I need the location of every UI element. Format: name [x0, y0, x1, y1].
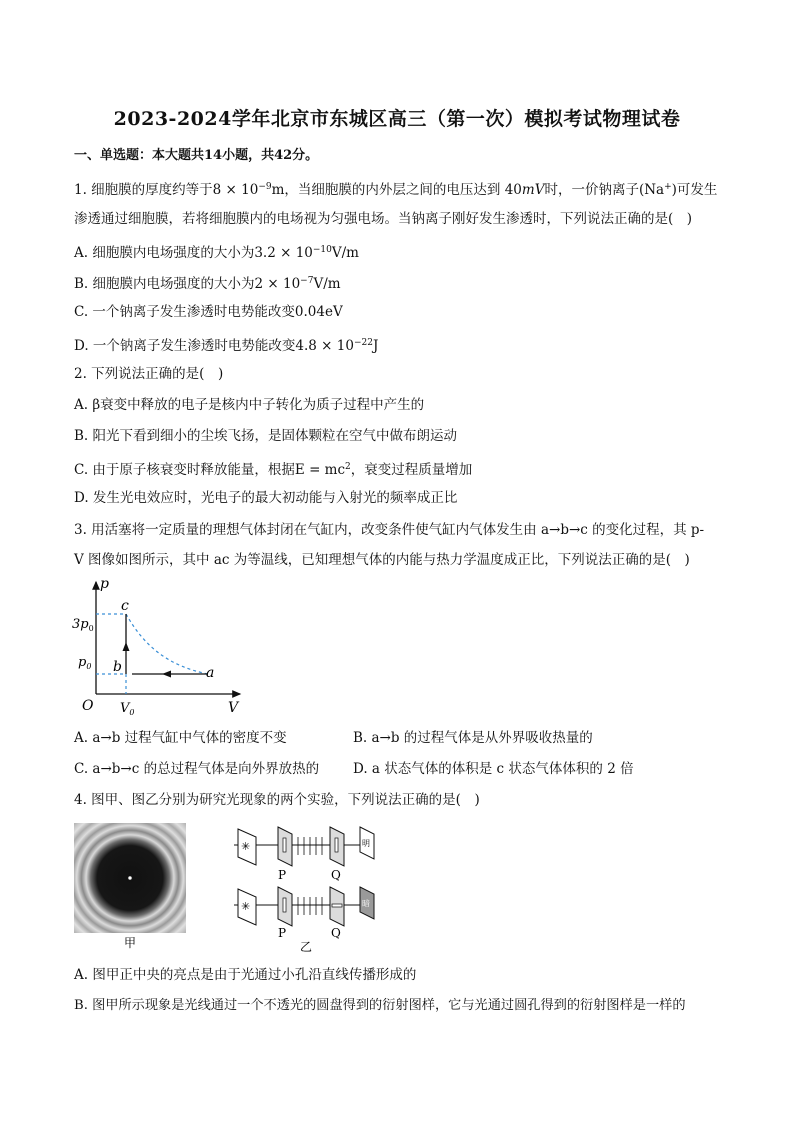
origin-label: O — [82, 698, 94, 714]
q1-option-a: A. 细胞膜内电场强度的大小为$3.2 \times 10^{-10}V/m$ — [74, 245, 359, 261]
axis-label-p: p — [100, 576, 109, 592]
q2-option-c: C. 由于原子核衰变时释放能量，根据$E = mc^2$，衰变过程质量增加 — [74, 462, 473, 478]
q3-option-a: A. a→b 过程气缸中气体的密度不变 — [74, 730, 287, 746]
point-label-a: a — [206, 665, 215, 681]
arrow-b-c — [123, 642, 130, 651]
svg-text:✳: ✳ — [241, 900, 251, 913]
pv-graph — [70, 574, 260, 720]
point-label-c: c — [121, 598, 129, 614]
q3-option-b: B. a→b 的过程气体是从外界吸收热量的 — [353, 730, 593, 746]
fig-label-yi: 乙 — [300, 940, 313, 953]
source-star-icon: ✳ — [241, 840, 251, 853]
q2-stem: 2. 下列说法正确的是( ) — [74, 366, 224, 382]
label-q-bottom: Q — [331, 926, 341, 940]
q4-option-a: A. 图甲正中央的亮点是由于光通过小孔沿直线传播形成的 — [74, 967, 417, 983]
q2-option-a: A. β衰变中释放的电子是核内中子转化为质子过程中产生的 — [74, 397, 425, 413]
axis-label-v: V — [228, 700, 239, 716]
diffraction-figure-jia — [74, 823, 188, 951]
section-heading: 一、单选题：本大题共14小题，共42分。 — [74, 148, 319, 163]
arrow-a-b — [162, 671, 171, 678]
setup-row-dark — [234, 887, 374, 940]
center-bright-spot — [128, 876, 131, 879]
q3-option-d: D. a 状态气体的体积是 c 状态气体体积的 2 倍 — [353, 761, 634, 777]
q3-stem-line2: V 图像如图所示，其中 ac 为等温线，已知理想气体的内能与热力学温度成正比，下列说法正确的是( ) — [74, 552, 690, 568]
tick-label-v0: $V_0$ — [120, 701, 135, 717]
screen-dark-label: 暗 — [362, 899, 370, 908]
point-label-b: b — [113, 659, 122, 675]
q4-option-b: B. 图甲所示现象是光线通过一个不透光的圆盘得到的衍射图样，它与光通过圆孔得到的衍射图样是一样的 — [74, 998, 686, 1013]
q3-option-c: C. a→b→c 的总过程气体是向外界放热的 — [74, 761, 320, 777]
isotherm-curve — [126, 614, 208, 674]
setup-row-bright — [234, 827, 374, 882]
screen-bright-label: 明 — [362, 839, 370, 848]
q1-stem-line2: 渗透通过细胞膜，若将细胞膜内的电场视为匀强电场。当钠离子刚好发生渗透时，下列说法正确的是( ) — [74, 211, 693, 227]
polarization-figure-yi — [228, 823, 388, 953]
q2-option-d: D. 发生光电效应时，光电子的最大初动能与入射光的频率成正比 — [74, 490, 458, 506]
q3-stem-line1: 3. 用活塞将一定质量的理想气体封闭在气缸内，改变条件使气缸内气体发生由 a→b→c 的变化过程，其 p- — [74, 522, 705, 538]
label-p-top: P — [278, 868, 287, 882]
q1-stem-line1: 1. 细胞膜的厚度约等于$8 \times 10^{-9}m$，当细胞膜的内外层之间的电压达到 40mV时，一价钠离子(Na+)可发生 — [74, 182, 718, 198]
label-q-top: Q — [331, 868, 341, 882]
tick-label-p0: $p_0$ — [78, 655, 92, 671]
q1-option-c: C. 一个钠离子发生渗透时电势能改变0.04eV — [74, 304, 343, 320]
page-title: 2023-2024学年北京市东城区高三（第一次）模拟考试物理试卷 — [113, 108, 681, 130]
q1-option-d: D. 一个钠离子发生渗透时电势能改变$4.8 \times 10^{-22}J$ — [74, 338, 379, 354]
tick-label-3p0: $3p_0$ — [72, 617, 94, 633]
fig-label-jia: 甲 — [124, 936, 137, 950]
q2-option-b: B. 阳光下看到细小的尘埃飞扬，是固体颗粒在空气中做布朗运动 — [74, 428, 458, 444]
q4-stem: 4. 图甲、图乙分别为研究光现象的两个实验，下列说法正确的是( ) — [74, 792, 480, 808]
q1-option-b: B. 细胞膜内电场强度的大小为$2 \times 10^{-7}V/m$ — [74, 276, 341, 292]
label-p-bottom: P — [278, 926, 287, 940]
